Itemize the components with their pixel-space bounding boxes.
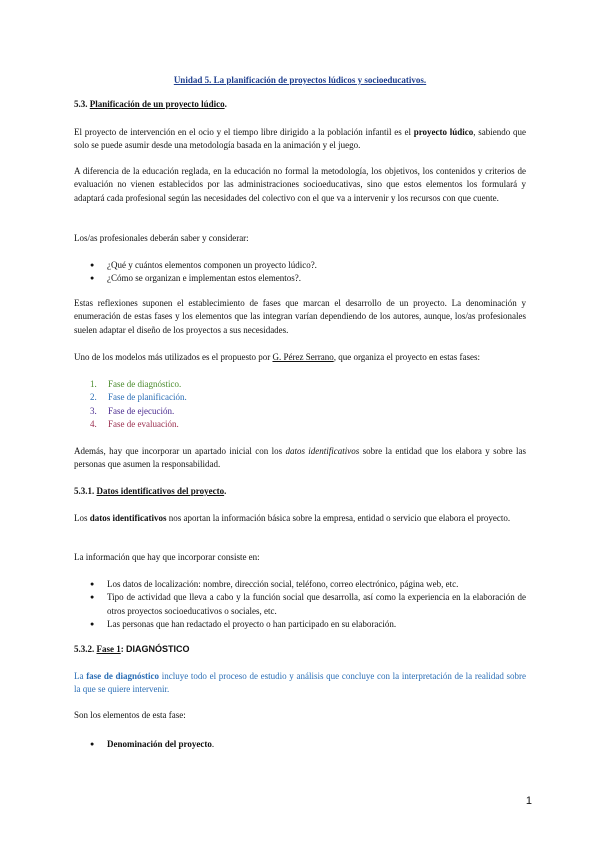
section-53-p6-before: Además, hay que incorporar un apartado inicial con los (74, 446, 286, 456)
unit-title-suffix: . (423, 75, 427, 85)
info-item-2: ● Tipo de actividad que lleva a cabo y la función social que desarrolla, así como la experiencia en la elaboración de otros proyectos socioeducativos o sociales, etc. (90, 591, 526, 618)
phase-number-1: 1. (90, 379, 97, 389)
author-link[interactable]: G. Pérez Serrano (272, 352, 334, 362)
section-53-p1-after: , sabiendo que solo se puede asumir desde una metodología basada en la animación y el juego. (74, 127, 526, 151)
section-53-paragraph-5 (74, 351, 526, 364)
section-53-p5-after: , que organiza el proyecto en estas fases: (333, 352, 480, 362)
phase-number-3: 3. (90, 405, 97, 416)
phase-item-1 (90, 378, 187, 391)
section-53-heading (74, 98, 227, 111)
phase-item-3 (90, 405, 187, 418)
section-531-paragraph-2: La información que hay que incorporar consiste en: (74, 552, 260, 562)
section-53-p1-before: El proyecto de intervención en el ocio y el tiempo libre dirigido a la población infantil es el (74, 127, 414, 137)
section-532-p1-after: incluye todo el proceso de estudio y análisis que concluye con la interpretación de la realidad sobre la que se quiere intervenir. (74, 671, 527, 695)
phase1-element-item-1 (90, 738, 526, 751)
section-53-title: Planificación de un proyecto lúdico (89, 99, 225, 109)
section-53-p5-before: Uno de los modelos más utilizados es el propuesto por (74, 352, 273, 362)
section-532-title: Fase 1 (96, 644, 121, 654)
section-532-heading (74, 643, 190, 656)
phase-item-2 (90, 391, 187, 404)
info-item-1: ● Los datos de localización: nombre, dirección social, teléfono, correo electrónico, página web, etc. (90, 578, 526, 591)
section-531-number: 5.3.1. (74, 486, 97, 496)
section-531-p1-before: Los (74, 513, 90, 523)
section-53-paragraph-6 (74, 445, 526, 472)
section-532-number: 5.3.2. (74, 644, 97, 654)
section-53-paragraph-2: A diferencia de la educación reglada, en la educación no formal la metodología, los objetivos, los contenidos y criterios de evaluación no vienen establecidos por las administraciones socioeducativas, sino que estos elementos los formulará y adaptará cada profesional según las necesidades del colectivo con el que va a intervenir y los recursos con que cuente. (74, 166, 526, 203)
section-53-paragraph-4: Estas reflexiones suponen el establecimiento de fases que marcan el desarrollo de un proyecto. La denominación y enumeración de estas fases y los elementos que las integran varían dependiendo de los autores, aunque, los/as profesionales suelen adaptar el diseño de los proyectos a sus necesidades. (74, 298, 526, 335)
section-53-p1-bold: proyecto lúdico (413, 127, 474, 137)
question-item-1: ● ¿Qué y cuántos elementos componen un proyecto lúdico?. (90, 259, 526, 272)
section-531-heading (74, 485, 226, 498)
section-531-title: Datos identificativos del proyecto (96, 486, 225, 496)
phase1-element-after: . (211, 739, 215, 749)
section-53-paragraph-3: Los/as profesionales deberán saber y considerar: (74, 233, 249, 243)
section-532-caps: DIAGNÓSTICO (126, 644, 190, 654)
section-531-paragraph-1 (74, 512, 526, 525)
phase-list (90, 378, 187, 432)
phase-label-4: Fase de evaluación. (108, 419, 179, 430)
section-532-sep: : (120, 644, 126, 654)
phase-number-2: 2. (90, 392, 97, 403)
phase-number-4: 4. (90, 419, 97, 430)
section-531-p1-bold: datos identificativos (89, 513, 167, 523)
unit-title-text: Unidad 5. La planificación de proyectos lúdicos y socioeducativos (173, 75, 424, 85)
phase-label-3: Fase de ejecución. (108, 405, 175, 416)
phase1-element-bold: Denominación del proyecto (107, 739, 212, 749)
section-53-p6-italic: datos identificativos (285, 446, 360, 456)
phase-label-2: Fase de planificación. (108, 392, 187, 403)
section-53-suffix: . (224, 99, 227, 109)
section-532-paragraph-1 (74, 670, 526, 697)
phase-label-1: Fase de diagnóstico. (108, 379, 182, 389)
unit-title (0, 74, 600, 87)
section-532-p1-before: La (74, 671, 87, 681)
info-item-3: ● Las personas que han redactado el proyecto o han participado en su elaboración. (90, 618, 526, 631)
section-532-paragraph-2: Son los elementos de esta fase: (74, 710, 186, 720)
section-53-p6-after: sobre la entidad que los elabora y sobre las personas que asumen la responsabilidad. (74, 446, 526, 470)
phase1-elements-list (90, 738, 526, 751)
page-number: 1 (525, 795, 532, 807)
section-53-paragraph-1 (74, 126, 526, 153)
section-531-p1-after: nos aportan la información básica sobre la empresa, entidad o servicio que elabora el proyecto. (166, 513, 511, 523)
question-item-2: ● ¿Cómo se organizan e implementan estos elementos?. (90, 272, 526, 285)
question-list (90, 259, 526, 286)
phase-item-4 (90, 418, 187, 431)
section-53-number: 5.3. (74, 99, 90, 109)
section-531-suffix: . (224, 486, 227, 496)
info-list (90, 578, 526, 632)
section-532-p1-bold: fase de diagnóstico (86, 671, 160, 681)
